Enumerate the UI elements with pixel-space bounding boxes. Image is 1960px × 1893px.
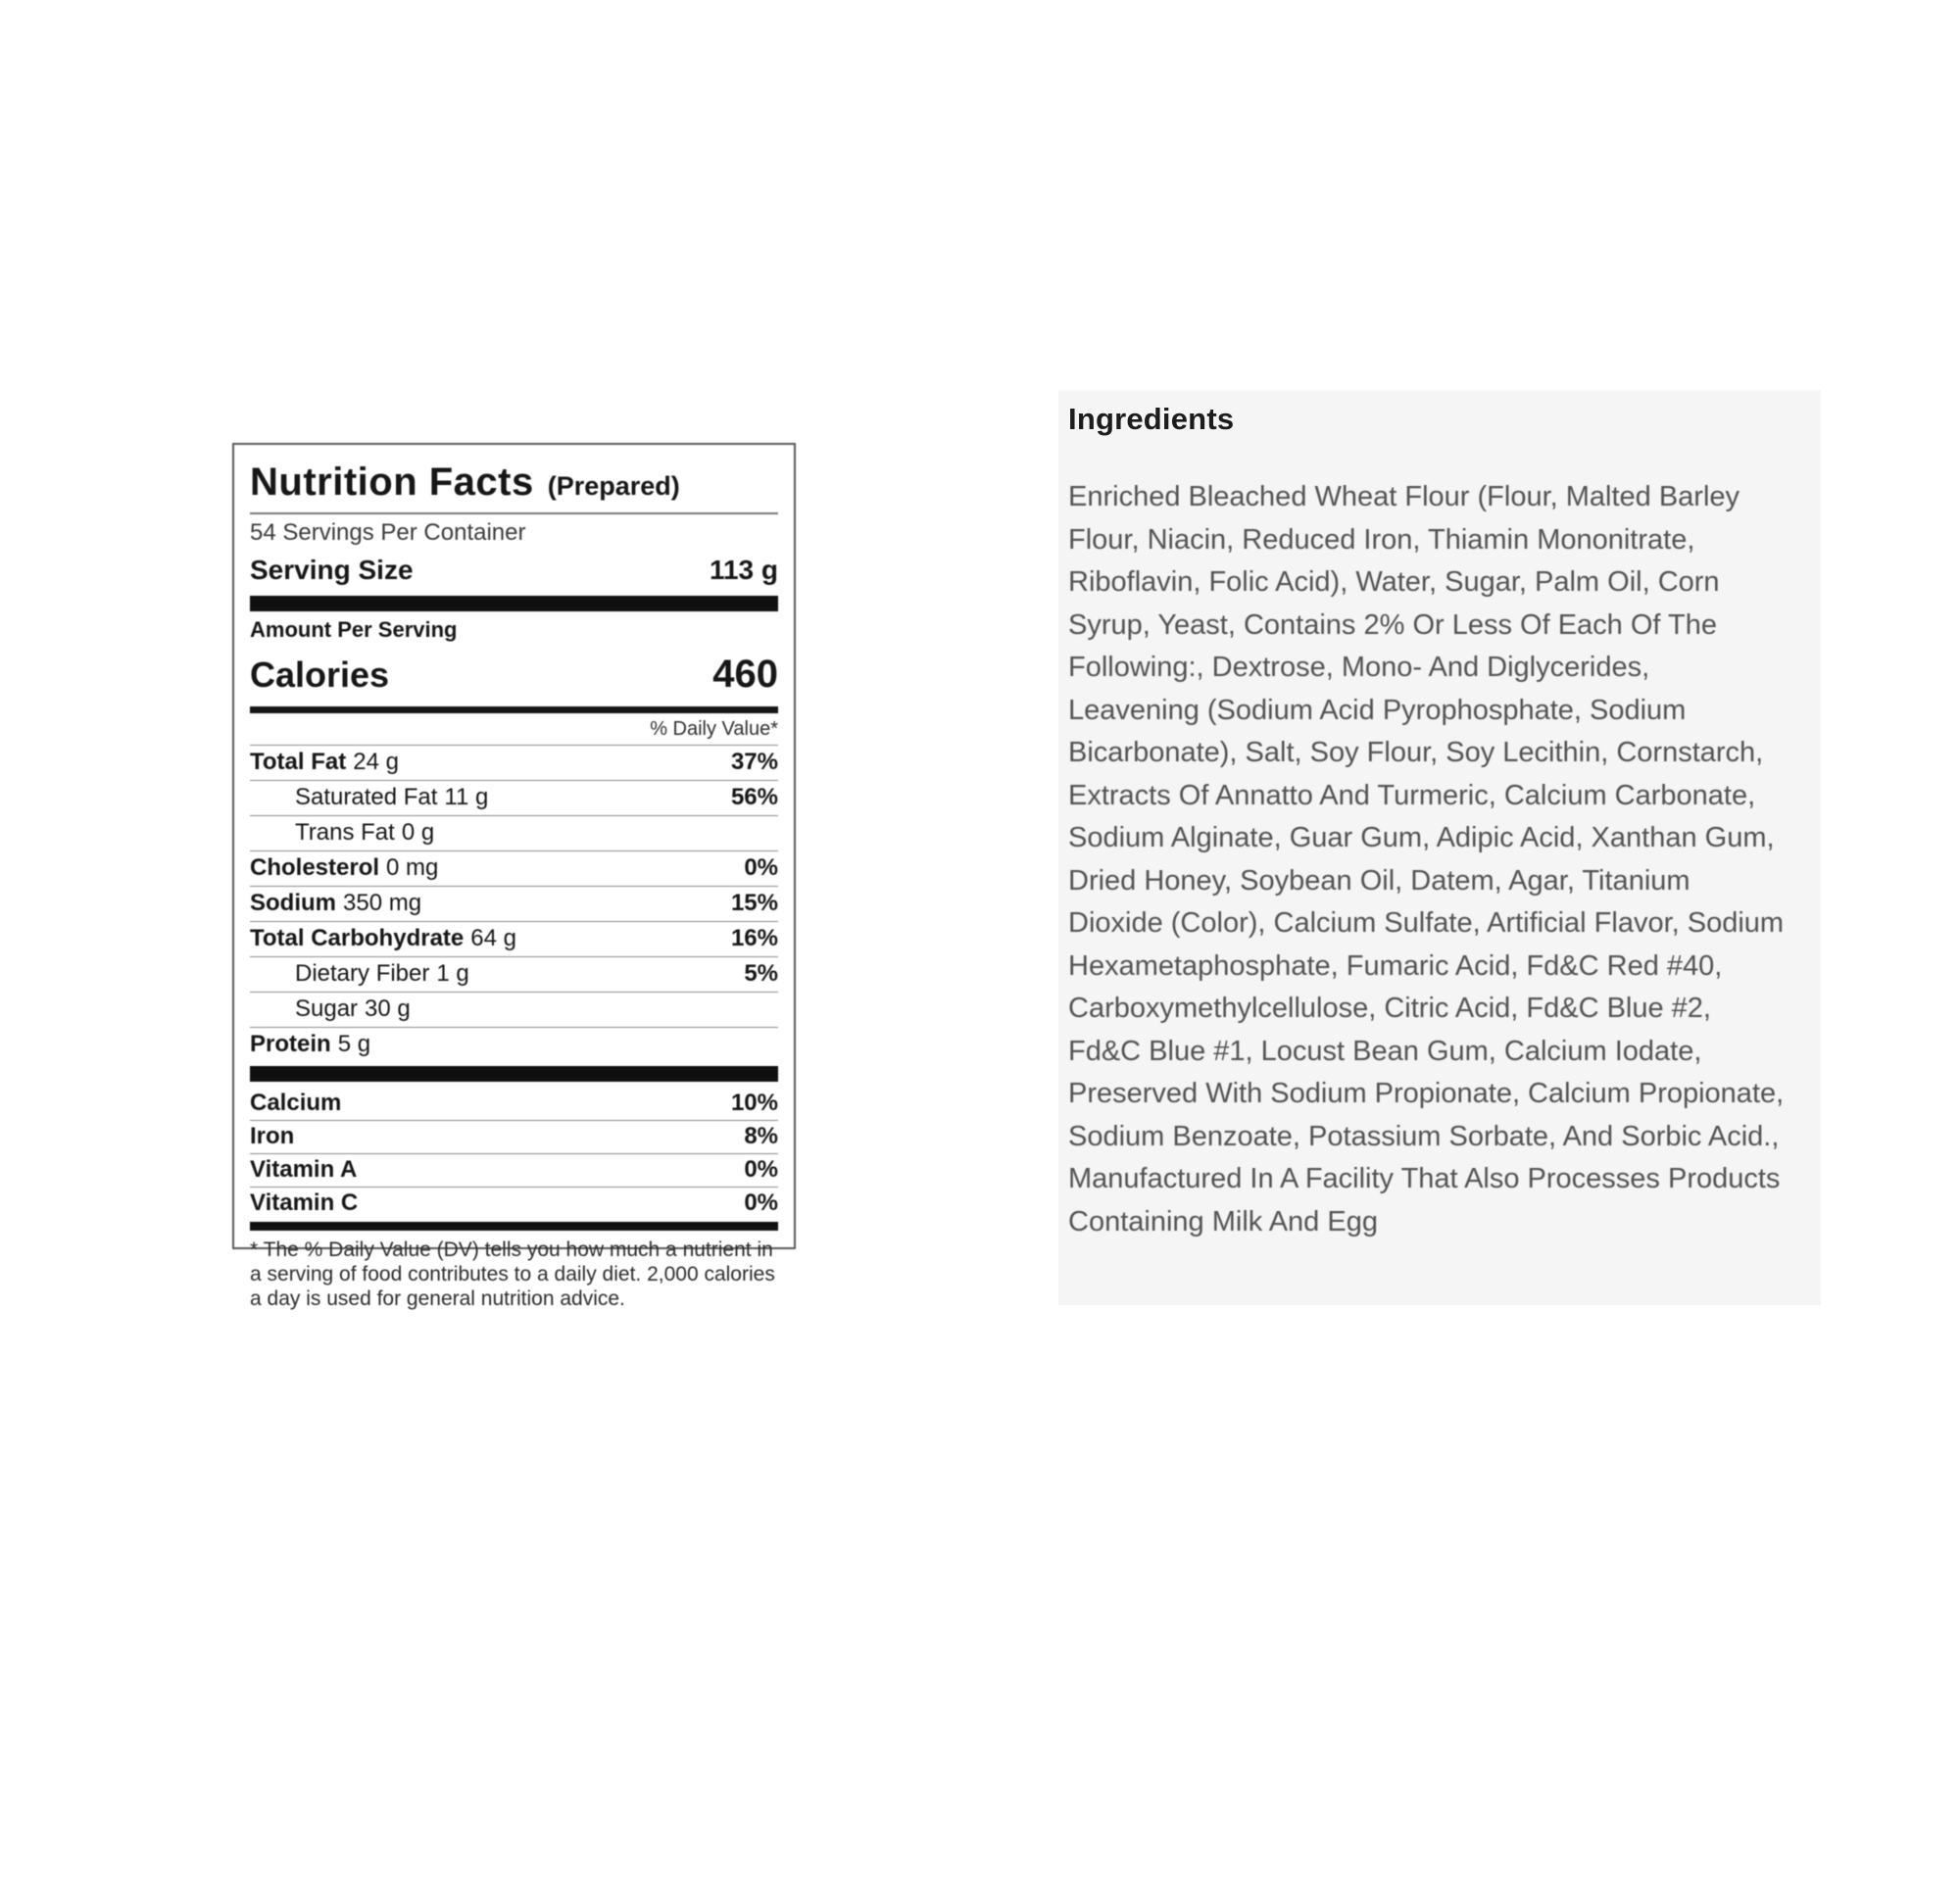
calories-value: 460 [712, 653, 778, 696]
nutrient-row-total-carbohydrate [250, 921, 778, 956]
divider [250, 512, 778, 514]
nutrient-amount: 24 g [353, 749, 399, 775]
label-title: Nutrition Facts [250, 461, 534, 504]
nutrient-dv: 0% [744, 854, 778, 881]
nutrient-name: Cholesterol [250, 854, 380, 881]
thick-bar [250, 596, 778, 611]
nutrient-row-saturated-fat [250, 780, 778, 815]
calories-row [250, 653, 778, 697]
mineral-dv: 8% [744, 1123, 778, 1149]
serving-size-row [250, 555, 778, 586]
nutrient-amount: 1 g [436, 960, 469, 987]
nutrient-name: Sodium [250, 890, 336, 916]
nutrient-name: Saturated Fat [295, 784, 438, 810]
nutrient-row-trans-fat [250, 815, 778, 850]
nutrient-dv: 16% [730, 925, 778, 951]
divider-medium [250, 706, 778, 713]
nutrient-name: Dietary Fiber [295, 960, 430, 987]
mineral-row-iron [250, 1120, 778, 1153]
mineral-dv: 10% [730, 1090, 778, 1116]
mineral-name: Vitamin A [250, 1156, 358, 1183]
nutrient-name: Sugar [295, 995, 359, 1022]
nutrient-amount: 350 mg [343, 890, 422, 916]
nutrient-name: Total Fat [250, 749, 347, 775]
nutrient-amount: 30 g [365, 995, 411, 1022]
nutrient-amount: 11 g [444, 784, 489, 810]
nutrient-amount: 5 g [337, 1031, 371, 1057]
mineral-row-calcium [250, 1088, 778, 1120]
mineral-dv: 0% [744, 1189, 778, 1216]
daily-value-header: % Daily Value* [650, 718, 778, 740]
ingredients-panel [1058, 390, 1821, 1305]
daily-value-footnote: * The % Daily Value (DV) tells you how much a nutrient in a serving of food contributes to a daily diet. 2,000 calories a day is used for general nutrition advice. [250, 1222, 778, 1311]
nutrient-row-dietary-fiber [250, 956, 778, 992]
servings-per-container: 54 Servings Per Container [250, 519, 526, 546]
nutrient-row-sodium [250, 886, 778, 921]
nutrient-row-protein [250, 1027, 778, 1062]
mineral-name: Iron [250, 1123, 295, 1149]
mineral-row-vitamin-a [250, 1153, 778, 1187]
label-title-suffix: (Prepared) [547, 471, 680, 501]
nutrient-dv: 5% [744, 960, 778, 987]
thick-bar [250, 1066, 778, 1082]
nutrient-name: Total Carbohydrate [250, 925, 465, 951]
nutrient-dv: 56% [730, 784, 778, 810]
ingredients-text: Enriched Bleached Wheat Flour (Flour, Malted Barley Flour, Niacin, Reduced Iron, Thiamin Mononitrate, Riboflavin, Folic Acid), Water, Sugar, Palm Oil, Corn Syrup, Yeast, Contains 2% Or Less Of Each Of The Following:, Dextrose, Mono- And Diglycerides, Leavening (Sodium Acid Pyrophosphate, Sodium Bicarbonate), Salt, Soy Flour, Soy Lecithin, Cornstarch, Extracts Of Annatto And Turmeric, Calcium Carbonate, Sodium Alginate, Guar Gum, Adipic Acid, Xanthan Gum, Dried Honey, Soybean Oil, Datem, Agar, Titanium Dioxide (Color), Calcium Sulfate, Artificial Flavor, Sodium Hexametaphosphate, Fumaric Acid, Fd&C Red #40, Carboxymethylcellulose, Citric Acid, Fd&C Blue #2, Fd&C Blue #1, Locust Bean Gum, Calcium Iodate, Preserved With Sodium Propionate, Calcium Propionate, Sodium Benzoate, Potassium Sorbate, And Sorbic Acid., Manufactured In A Facility That Also Processes Products Containing Milk And Egg [1068, 481, 1785, 1238]
nutrient-amount: 64 g [470, 925, 516, 951]
nutrient-dv: 37% [730, 749, 778, 775]
label-title-row [250, 461, 778, 505]
amount-per-serving: Amount Per Serving [250, 617, 458, 642]
nutrient-amount: 0 mg [386, 854, 439, 881]
mineral-name: Vitamin C [250, 1189, 359, 1216]
nutrient-row-sugar [250, 992, 778, 1027]
mineral-row-vitamin-c [250, 1187, 778, 1220]
serving-size-value: 113 g [709, 555, 778, 585]
nutrient-row-total-fat [250, 745, 778, 780]
mineral-name: Calcium [250, 1090, 342, 1116]
calories-label: Calories [250, 655, 390, 695]
nutrition-facts-label [232, 443, 796, 1310]
serving-size-label: Serving Size [250, 555, 414, 585]
nutrient-name: Trans Fat [295, 819, 395, 846]
nutrient-amount: 0 g [401, 819, 435, 846]
mineral-dv: 0% [744, 1156, 778, 1183]
ingredients-heading: Ingredients [1068, 402, 1235, 436]
nutrient-row-cholesterol [250, 850, 778, 886]
nutrient-dv: 15% [730, 890, 778, 916]
nutrient-name: Protein [250, 1031, 331, 1057]
